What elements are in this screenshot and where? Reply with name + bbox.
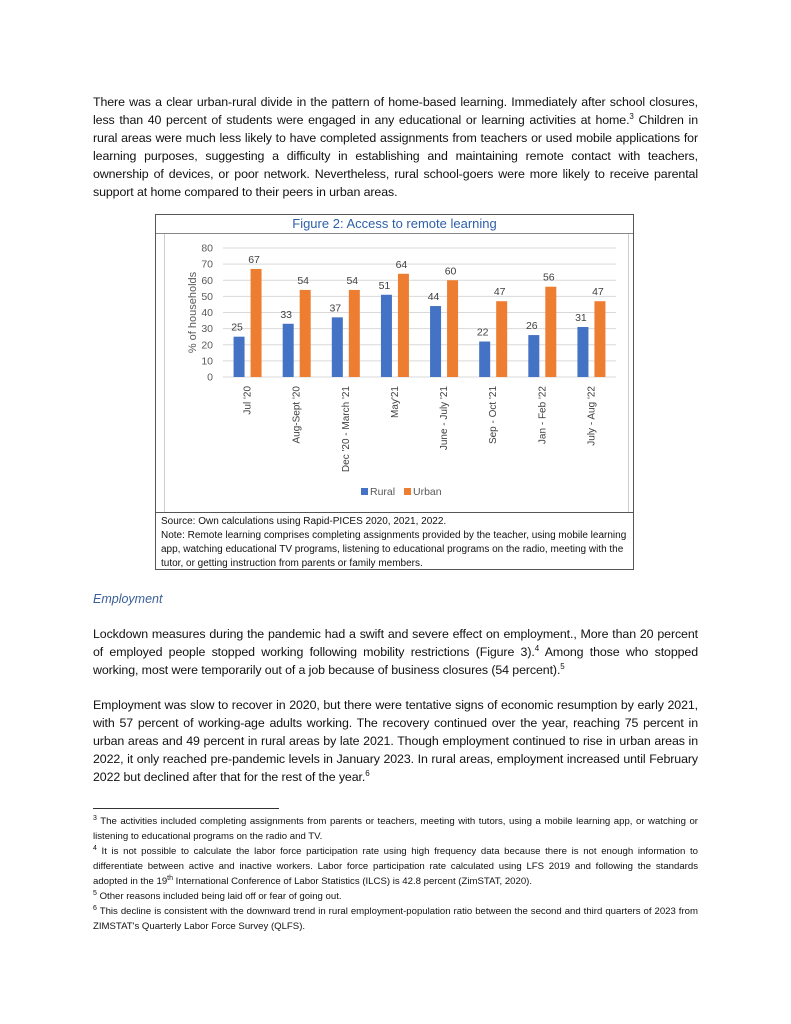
text: Lockdown measures during the pandemic had a swift and severe effect on employment., More than 20 percent of employed people stopped working following mobility restrictions (Figure 3). [93,627,698,659]
data-label: 31 [575,312,587,325]
ordinal-suffix: th [167,874,173,882]
bar-rural [381,295,392,377]
data-label: 54 [297,274,310,287]
bar-urban [594,301,605,377]
paragraph-recovery [93,696,698,786]
bar-urban [545,287,556,377]
footnote-number: 4 [93,844,97,852]
data-label: 67 [248,253,260,266]
text: Employment was slow to recover in 2020, but there were tentative signs of economic resumption by early 2021, with 57 percent of working-age adults working. The recovery continued over the year, reaching 75 percent in urban areas and 49 percent in rural areas by late 2021. Though employment continued to rise in urban areas in 2022, it only reached pre-pandemic levels in January 2023. In rural areas, employment increased until February 2022 but declined after that for the rest of the year. [93,698,698,784]
footnote-divider [93,808,279,809]
y-tick-label: 40 [201,307,213,319]
footnote-text: The activities included completing assignments from parents or teachers, meeting with tutors, using a mobile learning app, or watching or listening to educational programs on the radio and TV. [93,816,698,842]
footnote-3 [93,814,698,844]
paragraph-lockdown [93,625,698,679]
x-tick-label: Jul '20 [242,386,254,415]
bar-rural [430,306,441,377]
data-label: 22 [476,326,489,339]
y-tick-label: 10 [201,355,213,368]
text: There was a clear urban-rural divide in the pattern of home-based learning. Immediately after school closures, less than 40 percent of students were engaged in any educational or learning activities at home. [93,95,698,127]
y-tick-label: 20 [201,339,213,352]
y-tick-label: 80 [201,242,213,255]
bar-urban [447,280,458,377]
section-heading-employment: Employment [93,592,163,606]
x-tick-label: Jan - Feb '22 [537,386,549,445]
text: Among those who stopped working, most were temporarily out of a job because of business closures (54 percent). [93,645,698,677]
figure-source: Source: Own calculations using Rapid-PICES 2020, 2021, 2022. [161,516,447,527]
bar-urban [300,290,311,377]
footnote-ref[interactable]: 4 [534,643,540,653]
footnote-text: Other reasons included being laid off or fear of going out. [96,891,342,902]
figure-notes [156,512,633,573]
bar-rural [283,324,294,377]
y-tick-label: 50 [201,290,213,303]
footnotes [93,814,698,934]
footnote-6 [93,904,698,934]
data-label: 26 [525,320,538,333]
bar-urban [251,269,262,377]
bar-chart [164,234,629,513]
data-label: 47 [592,286,604,299]
bar-rural [479,342,490,377]
legend-label-urban: Urban [413,486,442,498]
data-label: 33 [280,308,293,321]
legend-swatch-urban [404,488,411,495]
data-label: 37 [329,302,342,315]
footnote-number: 3 [93,814,97,822]
footnote-text: It is not possible to calculate the labor force participation rate using high frequency data because there is not enough information to differentiate between active and inactive workers. Labor force participation rate calculated using LFS 2019 and following the standards adopted in the 19 [93,846,698,887]
data-label: 25 [231,321,243,334]
legend-swatch-rural [361,488,368,495]
paragraph-remote-learning [93,93,698,201]
data-label: 60 [444,265,457,278]
y-tick-label: 70 [201,258,213,271]
figure-title: Figure 2: Access to remote learning [156,215,633,234]
x-tick-label: Aug-Sept '20 [291,386,303,444]
bar-urban [398,274,409,377]
x-tick-label: June - July '21 [439,386,451,451]
data-label: 54 [346,274,359,287]
legend-label-rural: Rural [370,486,396,498]
figure-2 [155,214,634,570]
data-label: 64 [395,258,408,271]
footnote-ref[interactable]: 3 [629,111,634,121]
y-axis-label: % of households [187,271,199,354]
y-tick-label: 60 [201,274,213,287]
x-tick-label: July - Aug '22 [586,386,598,446]
text: Children in rural areas were much less likely to have completed assignments from teachers or used mobile applications for learning purposes, suggesting a difficulty in establishing and maintaining remote contact with teachers, ownership of devices, or poor network. Nevertheless, rural school-goers were more likely to receive parental support at home compared to their peers in urban areas. [93,113,698,199]
bar-rural [234,337,245,377]
footnote-4 [93,844,698,889]
bar-urban [496,301,507,377]
data-label: 51 [378,279,391,292]
footnote-5 [93,889,698,904]
footnote-ref[interactable]: 6 [365,768,370,778]
data-label: 47 [493,286,506,299]
x-tick-label: Dec '20 - March '21 [340,386,352,473]
footnote-number: 6 [93,904,97,912]
bar-urban [349,290,360,377]
data-label: 56 [542,271,555,284]
figure-note: Note: Remote learning comprises completing assignments provided by the teacher, using mobile learning app, watching educational TV programs, listening to educational programs on the radio, meeting with the tutor, or getting instruction from parents or family members. [161,530,627,569]
footnote-text: This decline is consistent with the downward trend in rural employment-population ratio between the second and third quarters of 2023 from ZIMSTAT's Quarterly Labor Force Survey (QLFS). [93,906,698,932]
data-label: 44 [427,291,440,304]
chart-svg [165,234,628,513]
x-tick-label: Sep - Oct '21 [488,386,500,445]
x-tick-label: May'21 [389,386,401,418]
y-tick-label: 30 [201,323,213,336]
bar-rural [577,327,588,377]
bar-rural [528,335,539,377]
footnote-ref[interactable]: 5 [560,661,565,671]
footnote-number: 5 [93,889,97,897]
footnote-text: International Conference of Labor Statistics (ILCS) is 42.8 percent (ZimSTAT, 2020). [173,876,533,887]
y-tick-label: 0 [207,371,213,384]
bar-rural [332,317,343,377]
